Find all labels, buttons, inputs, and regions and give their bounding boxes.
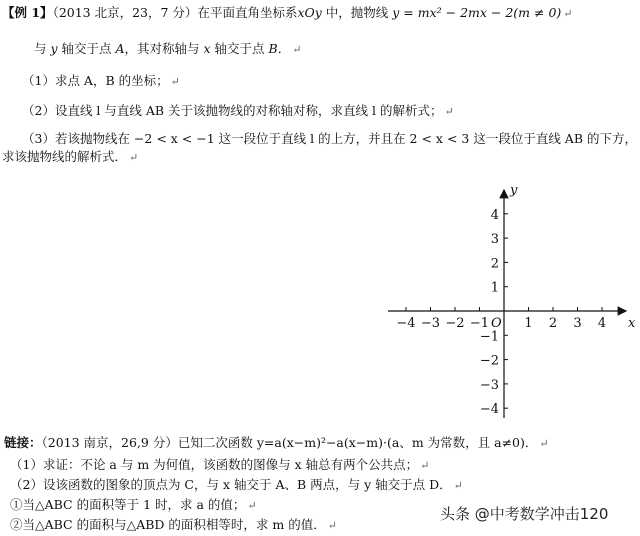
y-tick-label: −4: [479, 402, 499, 418]
text-fragment: 轴交于点: [57, 41, 116, 56]
return-mark: ↵: [453, 479, 463, 492]
text-fragment: 轴交于点: [210, 41, 269, 56]
text-fragment: 与: [34, 41, 51, 56]
problem-intro: 在平面直角坐标系: [197, 5, 298, 20]
link-question-1-text: （1）求证：不论 a 与 m 为何值，该函数的图像与 x 轴总有两个公共点；: [10, 457, 419, 472]
x-tick-label: 1: [524, 316, 533, 331]
return-mark: ↵: [444, 105, 454, 118]
question-3-text: （3）若该抛物线在 −2 < x < −1 这一段位于直线 l 的上方，并且在 2 < x < 3 这一段位于直线 AB 的下方，: [22, 131, 637, 146]
return-mark: ↵: [420, 459, 430, 472]
link-question-1: [10, 456, 429, 475]
return-mark: ↵: [563, 7, 573, 20]
y-tick-label: −3: [479, 377, 499, 393]
link-question-2b: [10, 516, 337, 535]
link-text: （2013 南京，26,9 分）已知二次函数 y=a(x−m)²−a(x−m)·(a、m 为常数，且 a≠0)．: [41, 435, 538, 450]
question-1: [22, 72, 180, 91]
y-tick-label: −1: [479, 329, 499, 345]
xoy-label: xOy: [297, 5, 322, 20]
text-fragment: ，其对称轴与: [124, 41, 204, 56]
link-question-2-text: （2）设该函数的图象的顶点为 C，与 x 轴交于 A、B 两点，与 y 轴交于点 D．: [10, 477, 452, 492]
link-question-2a-text: ①当△ABC 的面积等于 1 时，求 a 的值；: [10, 497, 246, 512]
return-mark: ↵: [247, 499, 257, 512]
return-mark: ↵: [327, 519, 337, 532]
question-1-text: （1）求点 A，B 的坐标；: [22, 73, 169, 88]
x-tick-label: −4: [396, 316, 416, 331]
return-mark: ↵: [170, 75, 180, 88]
question-3-cont: [2, 148, 138, 167]
link-tag: 链接：: [4, 435, 42, 450]
link-question-2a: [10, 496, 257, 515]
origin-label: O: [491, 316, 502, 331]
question-2: [22, 102, 454, 121]
x-tick-label: 4: [597, 316, 607, 331]
link-question-2b-text: ②当△ABC 的面积与△ABD 的面积相等时，求 m 的值．: [10, 517, 326, 532]
point-a: A: [115, 41, 125, 56]
y-tick-label: 4: [490, 207, 499, 223]
x-tick-label: −1: [469, 316, 490, 331]
y-var: y: [50, 41, 58, 56]
problem-source: （2013 北京，23，7 分）: [52, 5, 198, 20]
watermark: 头条 @中考数学冲击120: [440, 503, 636, 525]
y-tick-label: 1: [490, 280, 499, 296]
x-var: x: [203, 41, 211, 56]
y-axis-label: y: [510, 183, 518, 198]
x-tick-label: 3: [573, 316, 582, 331]
x-tick-label: 2: [548, 316, 558, 331]
return-mark: ↵: [129, 151, 139, 164]
problem-header: [2, 4, 573, 23]
question-3-text-cont: 求该抛物线的解析式．: [2, 149, 128, 164]
question-2-text: （2）设直线 l 与直线 AB 关于该抛物线的对称轴对称，求直线 l 的解析式；: [22, 103, 443, 118]
point-b: B: [268, 41, 278, 56]
question-3: [22, 130, 637, 148]
y-tick-label: −2: [479, 353, 499, 369]
x-tick-label: −3: [420, 316, 441, 331]
coordinate-plane: [380, 180, 640, 425]
return-mark: ↵: [292, 43, 302, 56]
x-tick-label: −2: [445, 316, 465, 331]
y-tick-label: 2: [490, 256, 499, 272]
problem-tag: 【例 1】: [2, 5, 53, 20]
link-header: [4, 434, 549, 453]
text-fragment: ．: [277, 41, 291, 56]
parabola-equation: y = mx² − 2mx − 2(m ≠ 0): [392, 5, 562, 20]
link-question-2: [10, 476, 463, 495]
y-tick-label: 3: [490, 232, 499, 248]
problem-mid: 中，抛物线: [321, 5, 393, 20]
x-axis-label: x: [628, 316, 636, 331]
return-mark: ↵: [539, 437, 549, 450]
problem-line-2: [34, 40, 301, 59]
